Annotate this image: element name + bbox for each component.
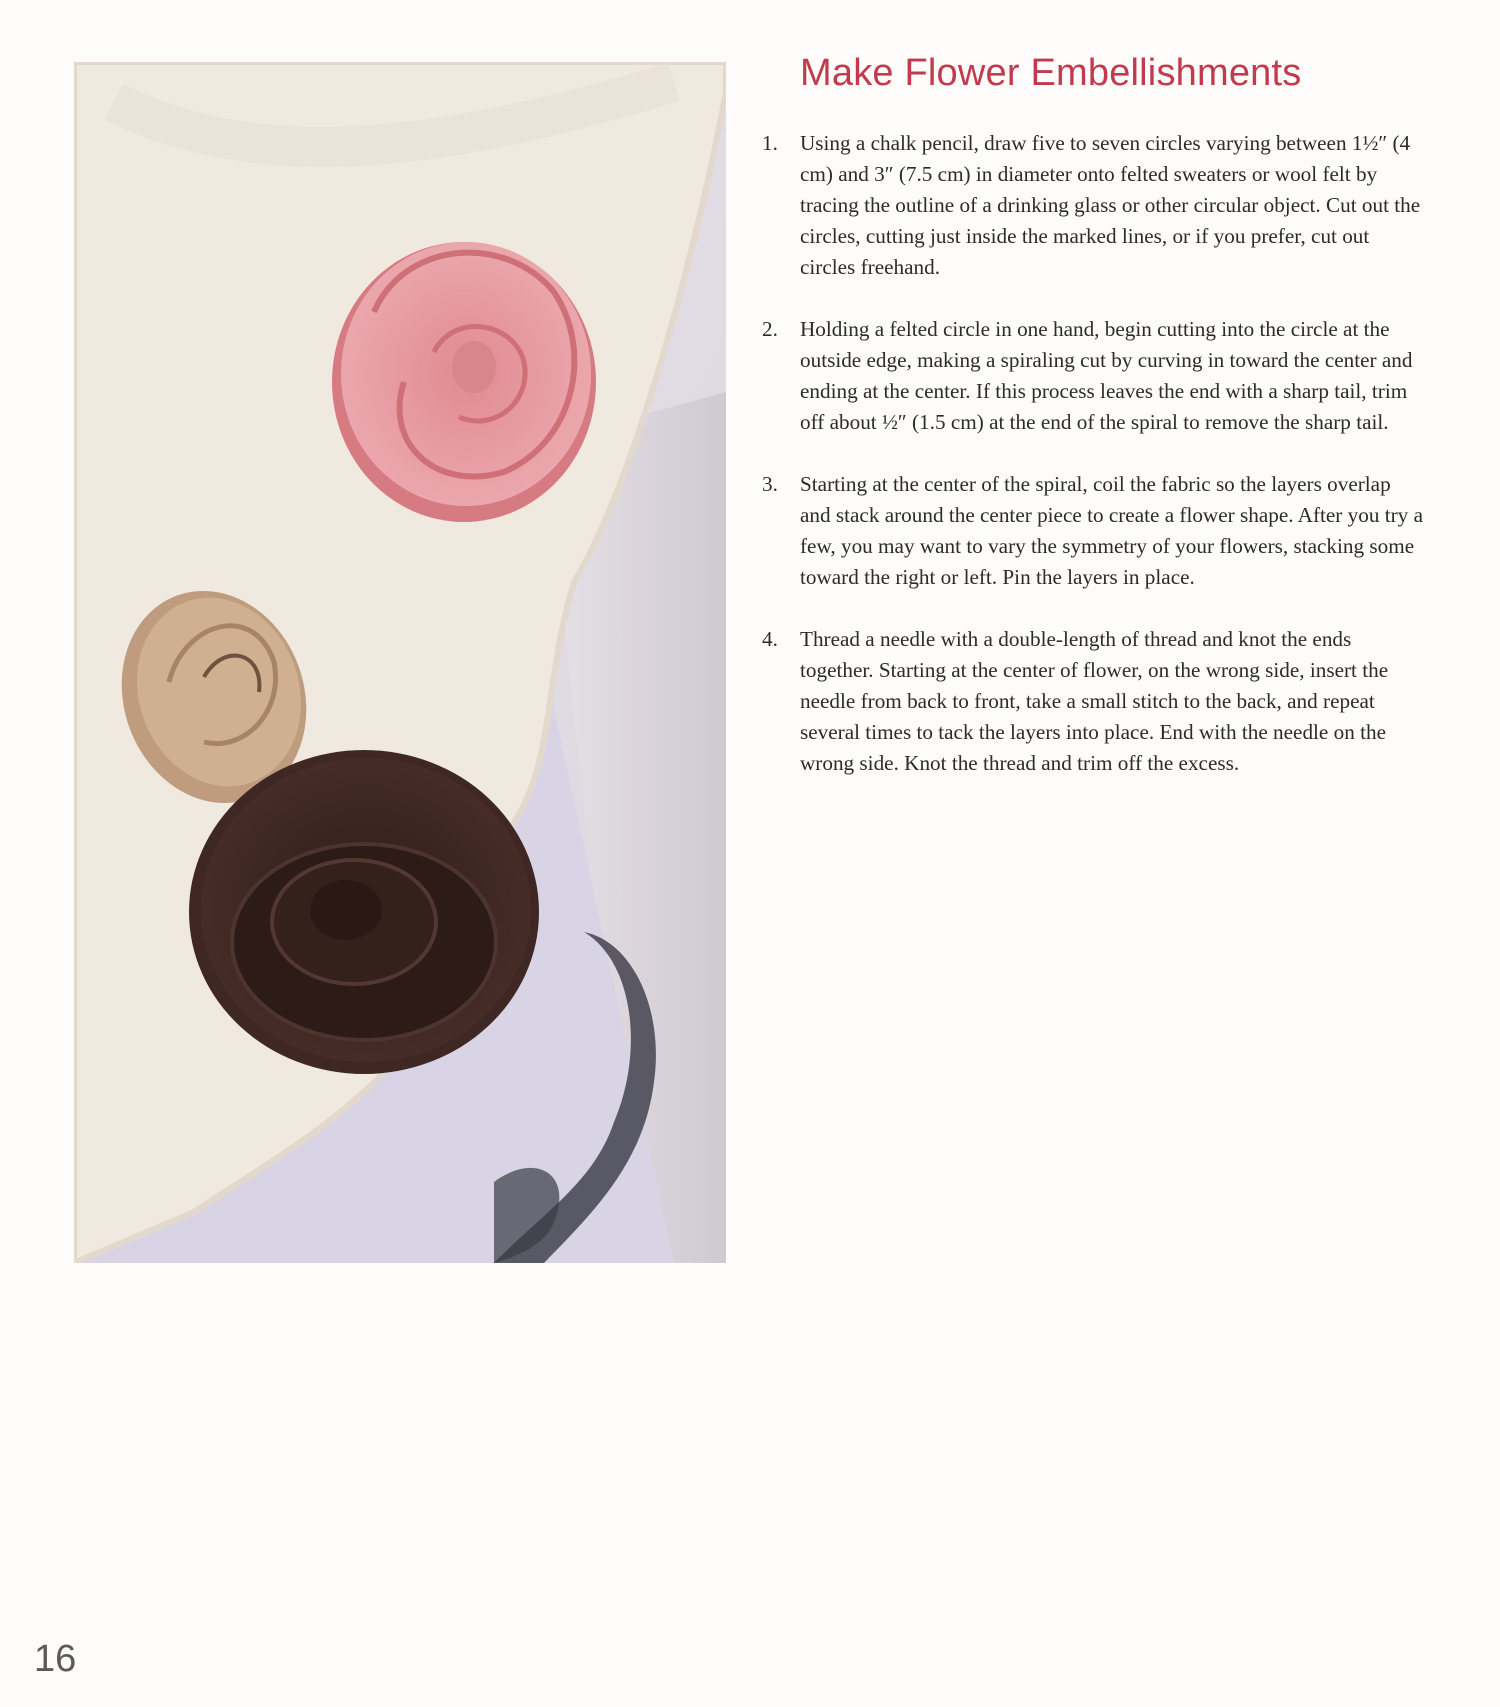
step-number: 1.: [762, 131, 778, 155]
felt-flowers-illustration: [74, 62, 726, 1263]
step-number: 2.: [762, 317, 778, 341]
page-heading: Make Flower Embellishments: [800, 52, 1302, 94]
instruction-step-1: [752, 128, 1424, 283]
step-number: 3.: [762, 472, 778, 496]
instruction-step-2: [752, 314, 1424, 438]
step-number: 4.: [762, 627, 778, 651]
instruction-step-3: [752, 469, 1424, 593]
step-text: Using a chalk pencil, draw five to seven circles varying between 1½″ (4 cm) and 3″ (7.5 cm) in diameter onto felted sweaters or wool felt by tracing the outline of a drinking glass or other circular object. Cut out the circles, cutting just inside the marked lines, or if you prefer, cut out circles freehand.: [800, 131, 1421, 279]
step-text: Thread a needle with a double-length of thread and knot the ends together. Starting at the center of flower, on the wrong side, insert the needle from back to front, take a small stitch to the back, and repeat several times to tack the layers into place. End with the needle on the wrong side. Knot the thread and trim off the excess.: [800, 627, 1389, 775]
instruction-steps: [752, 128, 1424, 810]
felt-flowers-photo: [74, 62, 726, 1263]
step-text: Starting at the center of the spiral, coil the fabric so the layers overlap and stack around the center piece to create a flower shape. After you try a few, you may want to vary the symmetry of your flowers, stacking some toward the right or left. Pin the layers in place.: [800, 472, 1423, 589]
instruction-step-4: [752, 624, 1424, 779]
page-number: 16: [34, 1638, 77, 1680]
step-text: Holding a felted circle in one hand, begin cutting into the circle at the outside edge, making a spiraling cut by curving in toward the center and ending at the center. If this process leaves the end with a sharp tail, trim off about ½″ (1.5 cm) at the end of the spiral to remove the sharp tail.: [800, 317, 1413, 434]
